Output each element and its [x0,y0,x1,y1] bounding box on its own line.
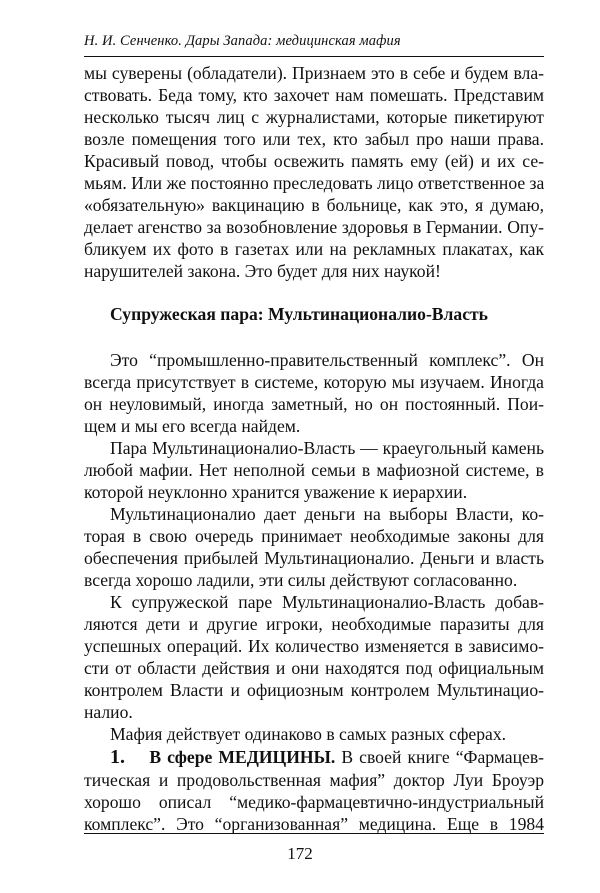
text-line: Пара Мультинационалио-Власть — краеугольный камень [110,438,544,458]
text-line: «обязательную» вакцинацию в больнице, как это, я думаю, [84,195,544,215]
list-number: 1. [110,746,125,768]
text-line: обеспечения прибылей Мультинационалио. Деньги и власть [84,548,544,568]
text-line: успешных операций. Их количество изменяется в зависимо- [84,636,544,656]
text-line: мы суверены (обладатели). Признаем это в себе и будем вла- [84,63,544,83]
bold-lead: В сфере МЕДИЦИНЫ. [149,747,336,767]
text-line: Мультинационалио дает деньги на выборы Власти, ко- [110,504,544,524]
text-line: торая в свою очередь принимает необходимые законы для [84,526,544,546]
text-line: Красивый повод, чтобы освежить память ему (ей) и их се- [84,151,544,171]
text-line: делает агенство за возобновление здоровья в Германии. Опу- [84,217,544,237]
text-line: сти от области действия и они находятся под официальным [84,658,544,678]
text-line: хорошо описал “медико-фармацевтично-индустриальный [84,792,544,812]
footer-rule [84,833,544,834]
text-span: В своей книге “Фармацев- [341,747,545,767]
text-line: бликуем их фото в газетах или на рекламных плакатах, как [84,239,544,259]
text-line: Мафия действует одинаково в самых разных сферах. [110,724,507,744]
header-rule [84,56,544,57]
text-line: всегда присутствует в системе, которую мы изучаем. Иногда [84,372,544,392]
text-line: ляются дети и другие игроки, необходимые паразиты для [84,614,544,634]
text-line: комплекс”. Это “организованная” медицина. Еще в 1984 [84,814,544,834]
text-line: он неуловимый, иногда заметный, но он постоянный. Пои- [84,394,544,414]
text-line: щем и мы его всегда найдем. [84,416,301,436]
text-line: тическая и продовольственная мафия” доктор Луи Броуэр [84,770,544,790]
text-line: К супружеской паре Мультинационалио-Власть добав- [110,592,544,612]
text-line: мьям. Или же постоянно преследовать лицо ответственное за [84,173,545,193]
numbered-paragraph-line [110,746,544,768]
text-line: Это “промышленно-правительственный комплекс”. Он [110,350,544,370]
text-line: всегда хорошо ладили, эти силы действуют согласованно. [84,570,518,590]
text-line: которой неуклонно хранится уважение к иерархии. [84,482,468,502]
text-line: ствовать. Беда тому, кто захочет нам помешать. Представим [84,85,544,105]
page-number: 172 [287,844,313,863]
running-head: Н. И. Сенченко. Дары Запада: медицинская мафия [84,33,401,49]
text-line: возле помещения того или тех, кто забыл про наши права. [84,129,544,149]
text-line: налио. [84,702,133,722]
text-line: любой мафии. Нет неполной семьи в мафиозной системе, в [84,460,544,480]
text-line: нарушителей закона. Это будет для них наукой! [84,261,441,281]
text-line: несколько тысяч лиц с журналистами, которые пикетируют [84,107,544,127]
text-line: контролем Власти и официозным контролем Мультинацио- [84,680,544,700]
section-heading: Супружеская пара: Мультинационалио-Власть [110,304,488,324]
